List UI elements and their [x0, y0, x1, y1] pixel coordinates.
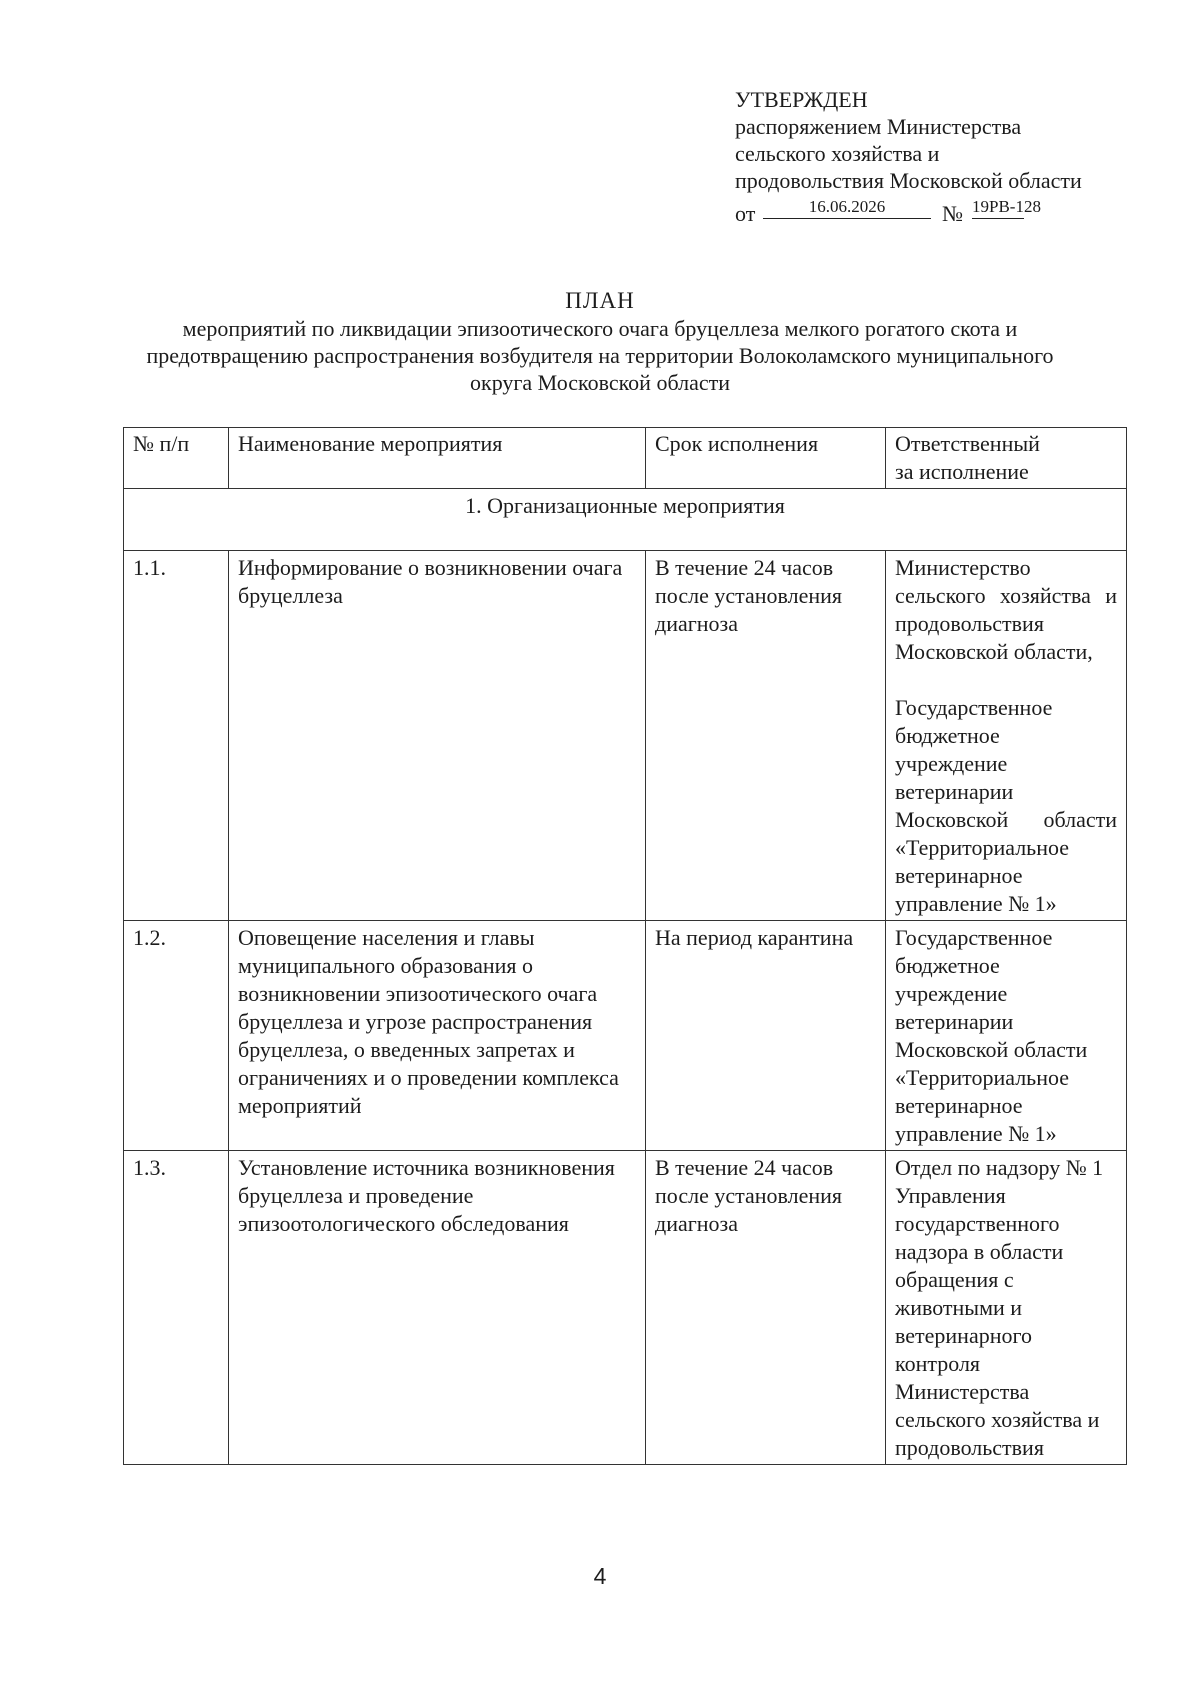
approval-heading: УТВЕРЖДЕН — [735, 87, 868, 112]
header-responsible-line-1: Ответственный — [895, 431, 1040, 456]
table-row — [124, 1151, 1127, 1465]
approval-date: 16.06.2026 — [763, 196, 931, 219]
row-deadline: В течение 24 часов после установления диагноза — [646, 1151, 886, 1465]
table-row — [124, 551, 1127, 921]
row-deadline: В течение 24 часов после установления диагноза — [646, 551, 886, 921]
row-responsible-part-2: Государственное бюджетное учреждение ветеринарии Московской области «Территориальное ветеринарное управление № 1» — [895, 695, 1117, 916]
plan-subtitle-line-2: предотвращению распространения возбудителя на территории Волоколамского муниципального — [146, 343, 1054, 368]
table-header-row — [124, 428, 1127, 489]
header-name: Наименование мероприятия — [229, 428, 646, 489]
row-responsible: Отдел по надзору № 1 Управления государственного надзора в области обращения с животными и ветеринарного контроля Министерства сельского хозяйства и продовольствия — [886, 1151, 1127, 1465]
row-deadline: На период карантина — [646, 921, 886, 1151]
table-row — [124, 921, 1127, 1151]
approval-stamp — [735, 86, 1175, 224]
header-responsible — [886, 428, 1127, 489]
page-number: 4 — [593, 1563, 607, 1589]
header-num: № п/п — [124, 428, 229, 489]
row-responsible-part-1: Министерство сельского хозяйства и продовольствия Московской области, — [895, 555, 1117, 664]
row-responsible: Государственное бюджетное учреждение ветеринарии Московской области «Территориальное ветеринарное управление № 1» — [886, 921, 1127, 1151]
approval-date-number-line — [735, 194, 1175, 224]
row-responsible — [886, 551, 1127, 921]
row-name: Оповещение населения и главы муниципального образования о возникновении эпизоотического очага бруцеллеза и угрозе распространения бруцеллеза, о введенных запретах и ограничениях и о проведении комплекса мероприятий — [229, 921, 646, 1151]
document-title — [60, 287, 1140, 396]
section-title: 1. Организационные мероприятия — [124, 489, 1127, 551]
plan-heading: ПЛАН — [565, 288, 635, 313]
plan-table — [123, 427, 1127, 1465]
number-sign: № — [942, 201, 963, 226]
row-num: 1.3. — [124, 1151, 229, 1465]
plan-subtitle-line-1: мероприятий по ликвидации эпизоотического очага бруцеллеза мелкого рогатого скота и — [182, 316, 1018, 341]
row-num: 1.1. — [124, 551, 229, 921]
plan-subtitle-line-3: округа Московской области — [470, 370, 730, 395]
approval-line-2: сельского хозяйства и — [735, 141, 940, 166]
header-deadline: Срок исполнения — [646, 428, 886, 489]
row-name: Информирование о возникновении очага бруцеллеза — [229, 551, 646, 921]
approval-line-3: продовольствия Московской области — [735, 168, 1082, 193]
row-num: 1.2. — [124, 921, 229, 1151]
header-responsible-line-2: за исполнение — [895, 459, 1029, 484]
number-underline — [972, 218, 1024, 219]
paragraph-gap — [895, 666, 1117, 694]
approval-number: 19РВ-128 — [972, 197, 1041, 216]
row-name: Установление источника возникновения бруцеллеза и проведение эпизоотологического обследования — [229, 1151, 646, 1465]
approval-line-1: распоряжением Министерства — [735, 114, 1022, 139]
section-row — [124, 489, 1127, 551]
from-label: от — [735, 201, 756, 226]
